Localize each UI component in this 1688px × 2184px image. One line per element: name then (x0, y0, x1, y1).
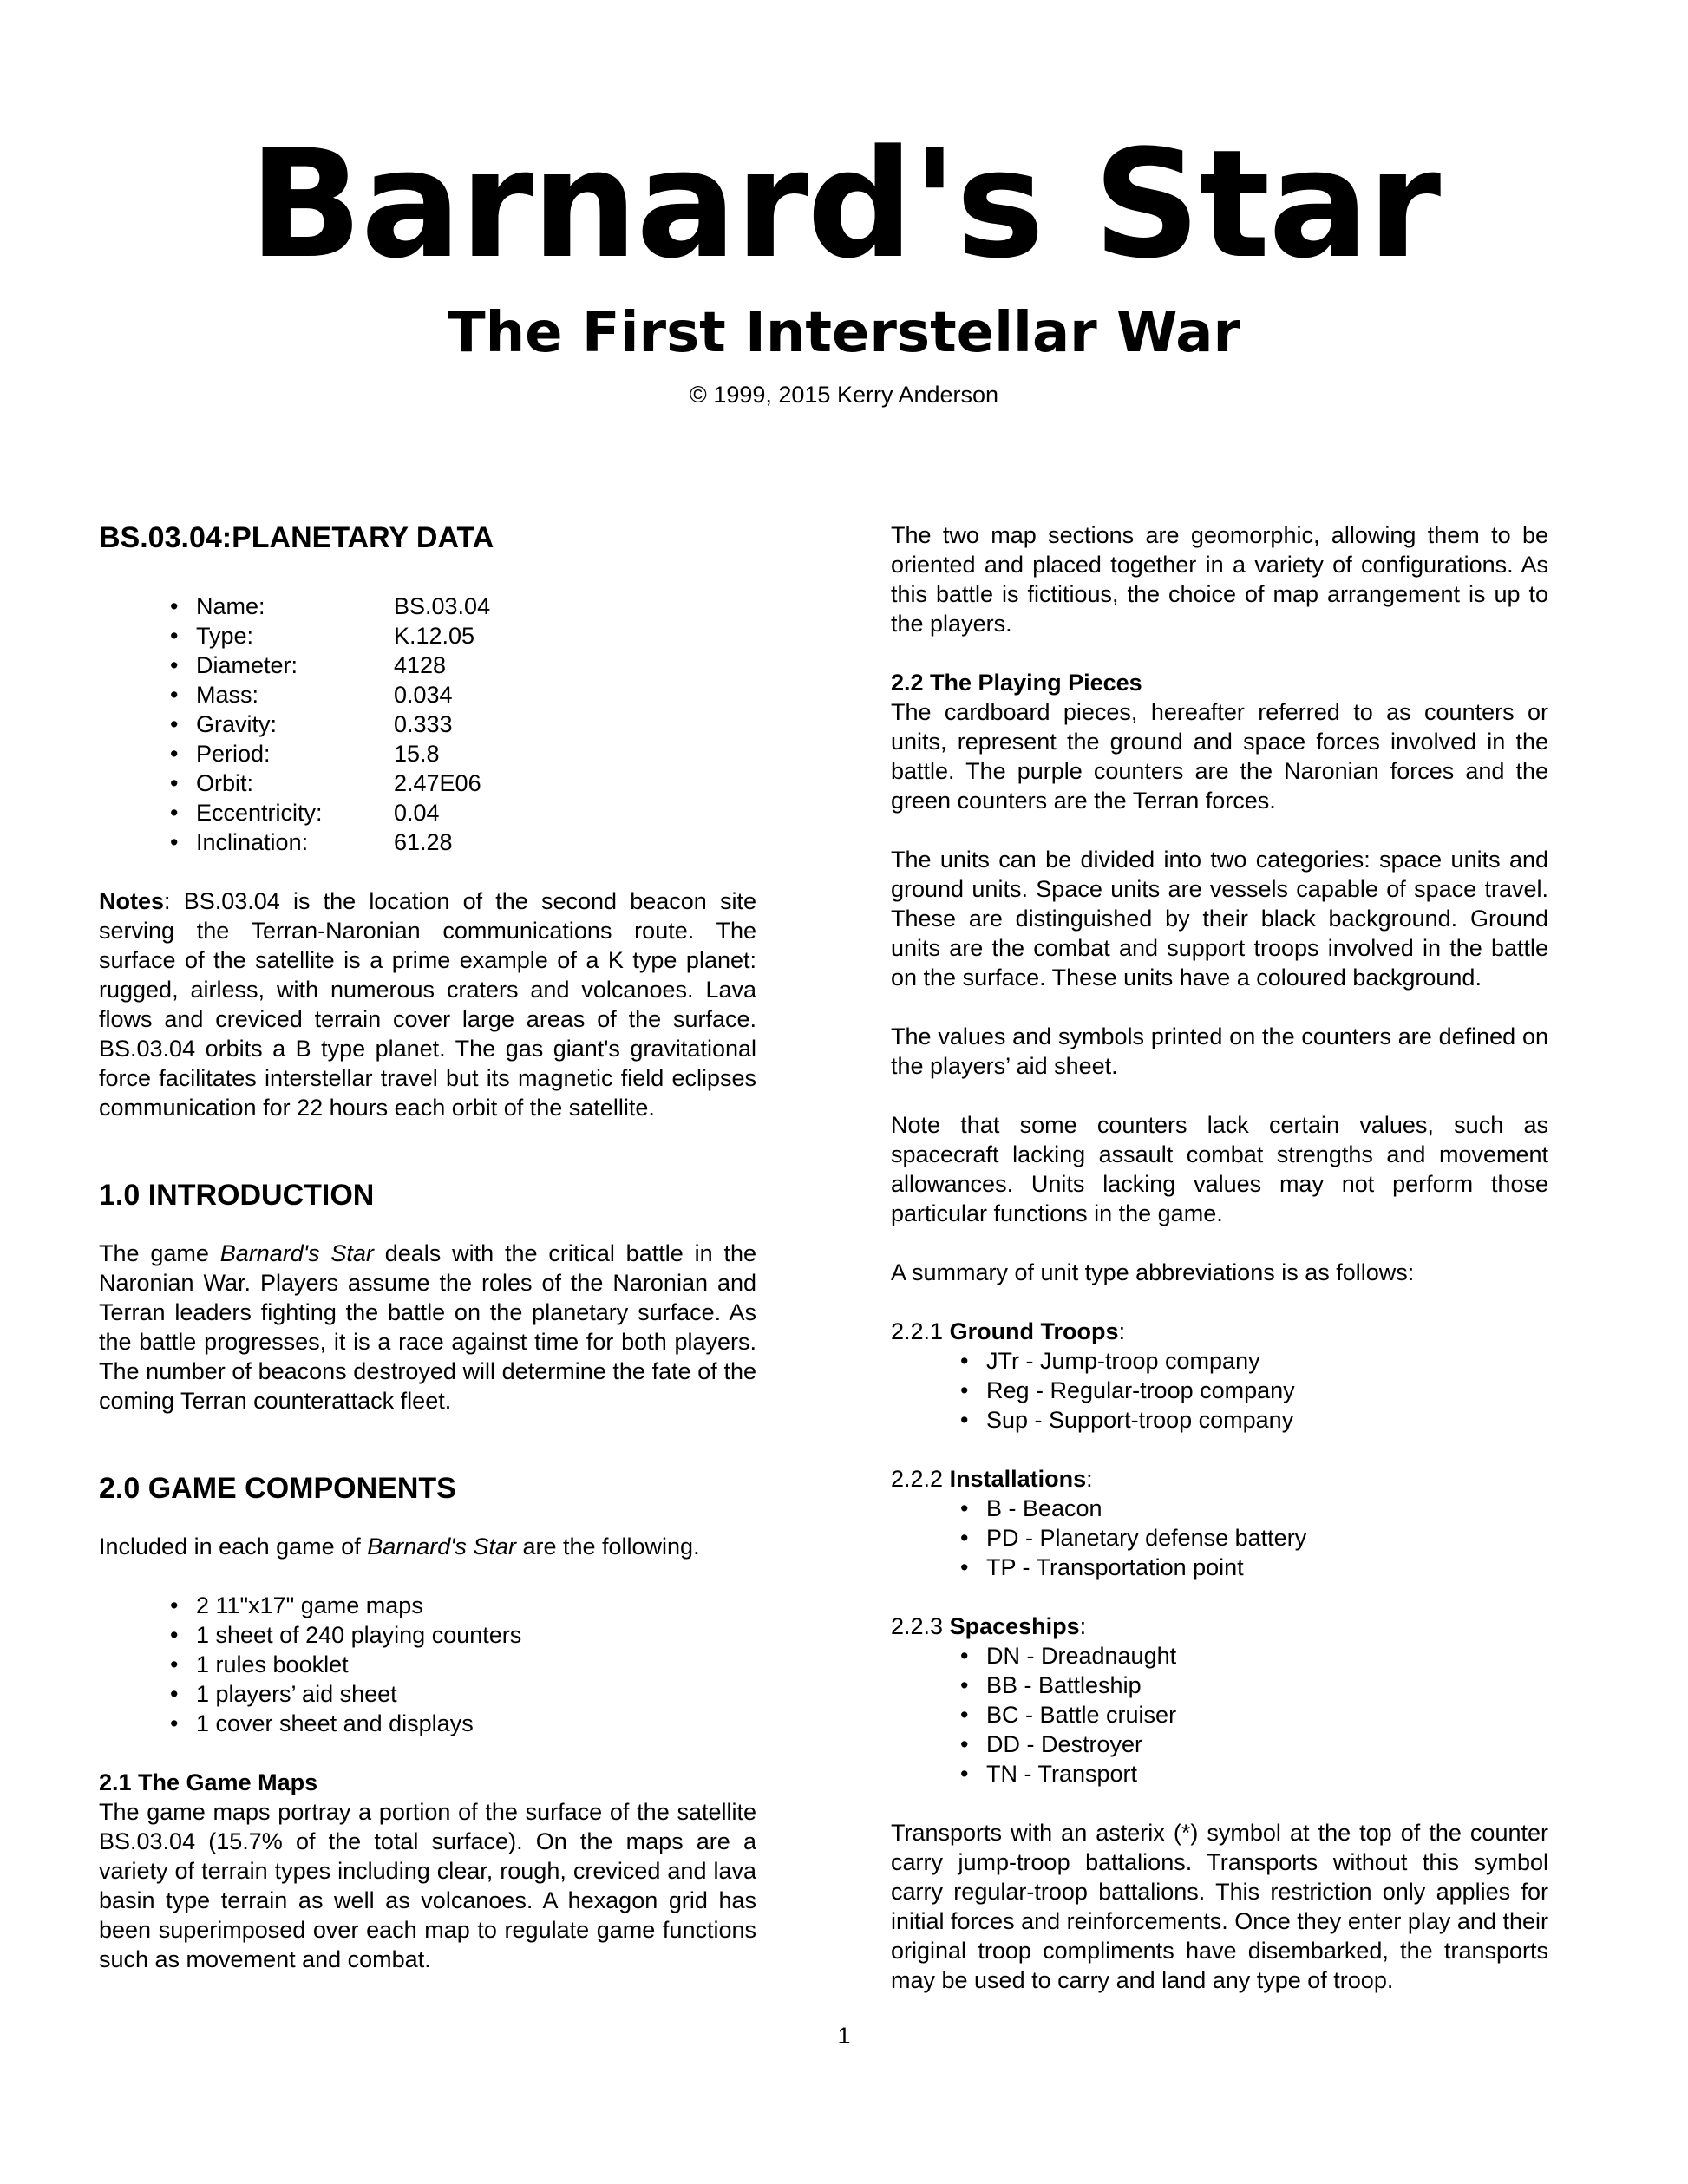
list-item: • Reg - Regular-troop company (960, 1376, 1548, 1405)
page-number: 1 (837, 2023, 851, 2049)
planetary-row (170, 739, 756, 768)
spaceships-list (891, 1641, 1548, 1788)
playing-pieces-paragraph: The cardboard pieces, hereafter referred to as counters or units, represent the ground and space forces involved in the battle. The purple counters are the Naronian forces and the green counters are the Terran forces. (891, 699, 1548, 814)
planetary-value: 4128 (394, 652, 447, 678)
right-column (891, 520, 1548, 1995)
components-heading: 2.0 GAME COMPONENTS (99, 1472, 456, 1505)
planetary-key: • Eccentricity: (196, 800, 323, 826)
group-colon: : (1079, 1613, 1087, 1639)
notes-paragraph (99, 886, 756, 1122)
summary-paragraph: A summary of unit type abbreviations is as follows: (891, 1259, 1415, 1285)
list-item: • 2 11"x17" game maps (170, 1591, 756, 1620)
planetary-row (170, 709, 756, 739)
planetary-value: 0.333 (394, 711, 453, 737)
planetary-row (170, 680, 756, 709)
list-item: • 1 players’ aid sheet (170, 1679, 756, 1709)
planetary-row (170, 592, 756, 621)
installations-heading (891, 1464, 1548, 1494)
planetary-data-heading: BS.03.04:PLANETARY DATA (99, 521, 494, 554)
ground-troops-list (891, 1346, 1548, 1435)
components-game-title: Barnard's Star (367, 1533, 516, 1560)
list-item: • PD - Planetary defense battery (960, 1523, 1548, 1553)
planetary-key: • Diameter: (196, 652, 298, 678)
values-paragraph: The values and symbols printed on the counters are defined on the players’ aid sheet. (891, 1023, 1548, 1079)
list-item: • 1 cover sheet and displays (170, 1709, 756, 1738)
group-name: Spaceships (949, 1613, 1080, 1639)
notes-label: Notes (99, 888, 165, 914)
list-item: • JTr - Jump-troop company (960, 1346, 1548, 1376)
planetary-key: • Inclination: (196, 829, 309, 855)
planetary-value: 0.034 (394, 682, 453, 708)
geomorphic-paragraph: The two map sections are geomorphic, allowing them to be oriented and placed together in a variety of configurations. As this battle is fictitious, the choice of map arrangement is up to the players. (891, 522, 1548, 637)
planetary-value: 2.47E06 (394, 770, 481, 796)
notes-text: : BS.03.04 is the location of the second beacon site serving the Terran-Naronian communications route. The surface of the satellite is a prime example of a K type planet: rugged, airless, with numerous craters and volcanoes. Lava flows and creviced terrain cover large areas of the surface. BS.03.04 orbits a B type planet. The gas giant's gravitational force facilitates interstellar travel but its magnetic field eclipses communication for 22 hours each orbit of the satellite. (99, 888, 756, 1121)
intro-text-b: deals with the critical battle in the Naronian War. Players assume the roles of the Naronian and Terran leaders fighting the battle on the planetary surface. As the battle progresses, it is a race against time for both players. The number of beacons destroyed will determine the fate of the coming Terran counterattack fleet. (99, 1240, 756, 1414)
planetary-row (170, 621, 756, 651)
planetary-key: • Name: (196, 593, 265, 619)
group-colon: : (1086, 1466, 1093, 1492)
planetary-row (170, 768, 756, 798)
ground-troops-heading (891, 1317, 1548, 1346)
planetary-key: • Period: (196, 741, 271, 767)
components-paragraph (99, 1532, 756, 1561)
planetary-value: BS.03.04 (394, 593, 491, 619)
document-subtitle: The First Interstellar War (447, 301, 1241, 365)
group-colon: : (1118, 1318, 1126, 1344)
planetary-data-list (99, 592, 756, 857)
components-text-a: Included in each game of (99, 1533, 368, 1560)
game-maps-heading: 2.1 The Game Maps (99, 1769, 318, 1795)
transports-paragraph: Transports with an asterix (*) symbol at the top of the counter carry jump-troop battalions. Transports without this symbol carry regular-troop battalions. This restriction only applies for initial forces and reinforcements. Once they enter play and their original troop compliments have disembarked, the transports may be used to carry and land any type of troop. (891, 1820, 1548, 1993)
document-title: Barnard's Star (248, 117, 1440, 291)
list-item: • B - Beacon (960, 1494, 1548, 1523)
planetary-key: • Gravity: (196, 711, 278, 737)
spaceships-heading (891, 1612, 1548, 1641)
planetary-key: • Type: (196, 623, 254, 649)
intro-text-a: The game (99, 1240, 220, 1266)
planetary-value: 0.04 (394, 800, 440, 826)
components-list (99, 1591, 756, 1738)
planetary-value: K.12.05 (394, 623, 475, 649)
copyright-line: © 1999, 2015 Kerry Anderson (689, 382, 999, 408)
list-item: • TP - Transportation point (960, 1553, 1548, 1582)
components-text-b: are the following. (515, 1533, 700, 1560)
list-item: • BB - Battleship (960, 1671, 1548, 1700)
group-name: Installations (949, 1466, 1087, 1492)
introduction-heading: 1.0 INTRODUCTION (99, 1179, 375, 1212)
group-number: 2.2.1 (891, 1318, 950, 1344)
group-name: Ground Troops (949, 1318, 1119, 1344)
planetary-key: • Orbit: (196, 770, 254, 796)
list-item: • Sup - Support-troop company (960, 1405, 1548, 1435)
planetary-value: 15.8 (394, 741, 440, 767)
list-item: • BC - Battle cruiser (960, 1700, 1548, 1730)
intro-game-title: Barnard's Star (219, 1240, 374, 1266)
group-number: 2.2.3 (891, 1613, 950, 1639)
list-item: • 1 sheet of 240 playing counters (170, 1620, 756, 1650)
installations-list (891, 1494, 1548, 1582)
planetary-value: 61.28 (394, 829, 453, 855)
group-number: 2.2.2 (891, 1466, 950, 1492)
list-item: • 1 rules booklet (170, 1650, 756, 1679)
list-item: • DN - Dreadnaught (960, 1641, 1548, 1671)
introduction-paragraph (99, 1239, 756, 1416)
list-item: • TN - Transport (960, 1759, 1548, 1788)
planetary-row (170, 798, 756, 827)
planetary-row (170, 651, 756, 680)
categories-paragraph: The units can be divided into two categories: space units and ground units. Space units are vessels capable of space travel. These are distinguished by their black background. Ground units are the combat and support troops involved in the battle on the surface. These units have a coloured background. (891, 847, 1548, 991)
planetary-row (170, 827, 756, 857)
list-item: • DD - Destroyer (960, 1730, 1548, 1759)
left-column (99, 520, 756, 1974)
playing-pieces-heading: 2.2 The Playing Pieces (891, 670, 1142, 696)
lacking-paragraph: Note that some counters lack certain values, such as spacecraft lacking assault combat strengths and movement allowances. Units lacking values may not perform those particular functions in the game. (891, 1112, 1548, 1226)
planetary-key: • Mass: (196, 682, 259, 708)
game-maps-paragraph: The game maps portray a portion of the surface of the satellite BS.03.04 (15.7% of the total surface). On the maps are a variety of terrain types including clear, rough, creviced and lava basin type terrain as well as volcanoes. A hexagon grid has been superimposed over each map to regulate game functions such as movement and combat. (99, 1799, 756, 1972)
